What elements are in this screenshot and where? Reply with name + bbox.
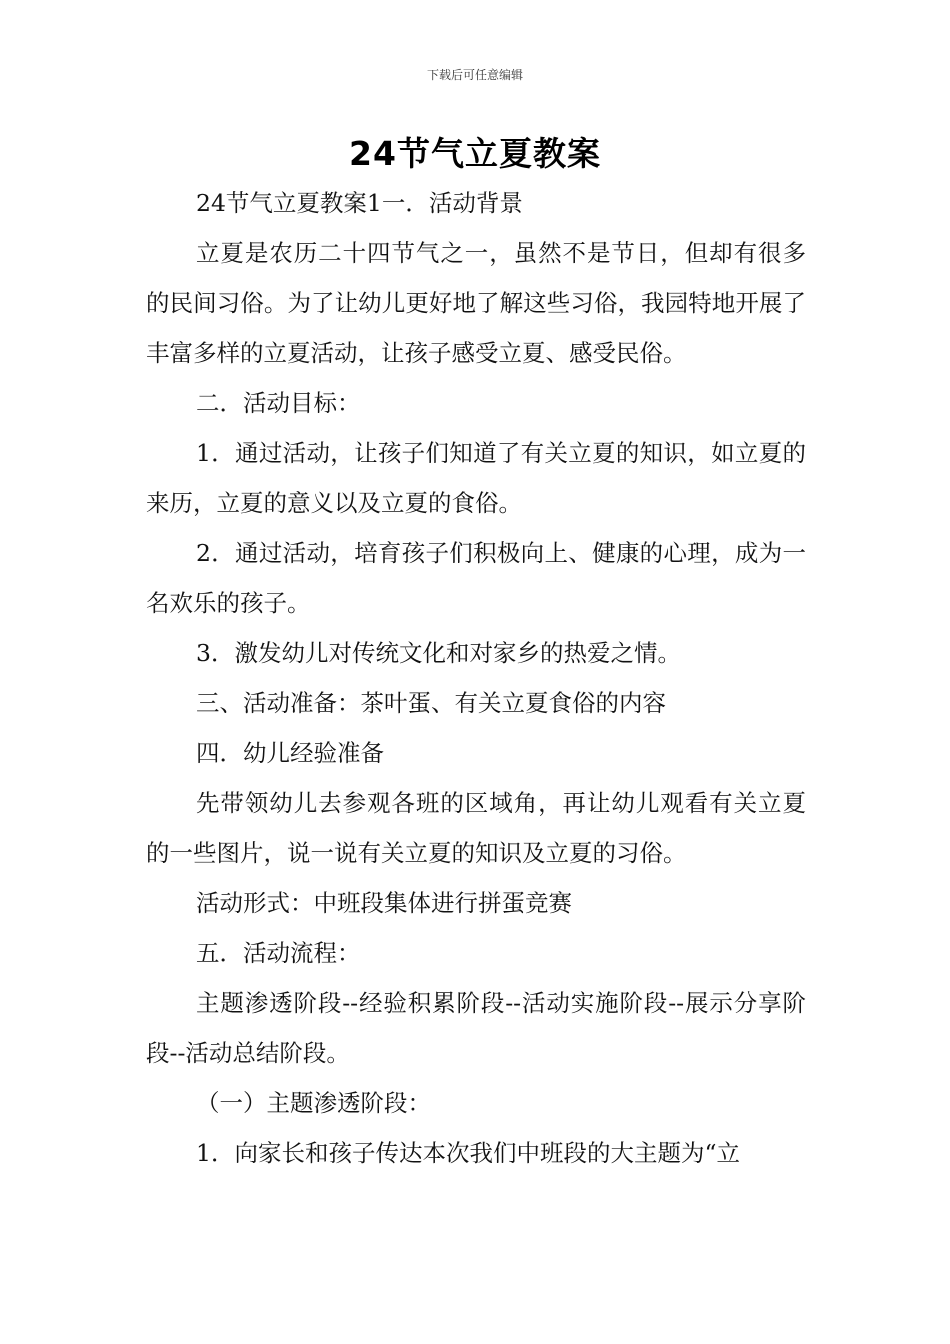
paragraph-experience-text: 先带领幼儿去参观各班的区域角，再让幼儿观看有关立夏的一些图片，说一说有关立夏的知识及立夏的习俗。 [146, 789, 806, 867]
paragraph-goal-3: 3．激发幼儿对传统文化和对家乡的热爱之情。 [196, 639, 681, 667]
paragraph-goal-1: 1．通过活动，让孩子们知道了有关立夏的知识，如立夏的来历，立夏的意义以及立夏的食俗。 [146, 439, 806, 517]
paragraph-goal-2: 2．通过活动，培育孩子们积极向上、健康的心理，成为一名欢乐的孩子。 [146, 539, 806, 617]
paragraph-heading-background: 24节气立夏教案1一．活动背景 [196, 189, 523, 217]
paragraph-stage-1-item-1: 1．向家长和孩子传达本次我们中班段的大主题为“立 [196, 1139, 740, 1167]
document-title: 24节气立夏教案 [349, 134, 601, 173]
paragraph-heading-process: 五．活动流程： [196, 939, 361, 967]
paragraph-heading-experience: 四．幼儿经验准备 [196, 739, 384, 767]
document-body [146, 178, 806, 1178]
page-header-note: 下载后可任意编辑 [426, 68, 523, 82]
paragraph-heading-stage-1: （一）主题渗透阶段： [196, 1089, 431, 1117]
paragraph-background-text: 立夏是农历二十四节气之一，虽然不是节日，但却有很多的民间习俗。为了让幼儿更好地了解这些习俗，我园特地开展了丰富多样的立夏活动，让孩子感受立夏、感受民俗。 [146, 239, 806, 367]
paragraph-process-stages: 主题渗透阶段--经验积累阶段--活动实施阶段--展示分享阶段--活动总结阶段。 [146, 989, 806, 1067]
paragraph-preparation: 三、活动准备：茶叶蛋、有关立夏食俗的内容 [196, 689, 666, 717]
paragraph-heading-goals: 二．活动目标： [196, 389, 361, 417]
paragraph-activity-form: 活动形式：中班段集体进行拼蛋竞赛 [196, 889, 572, 917]
